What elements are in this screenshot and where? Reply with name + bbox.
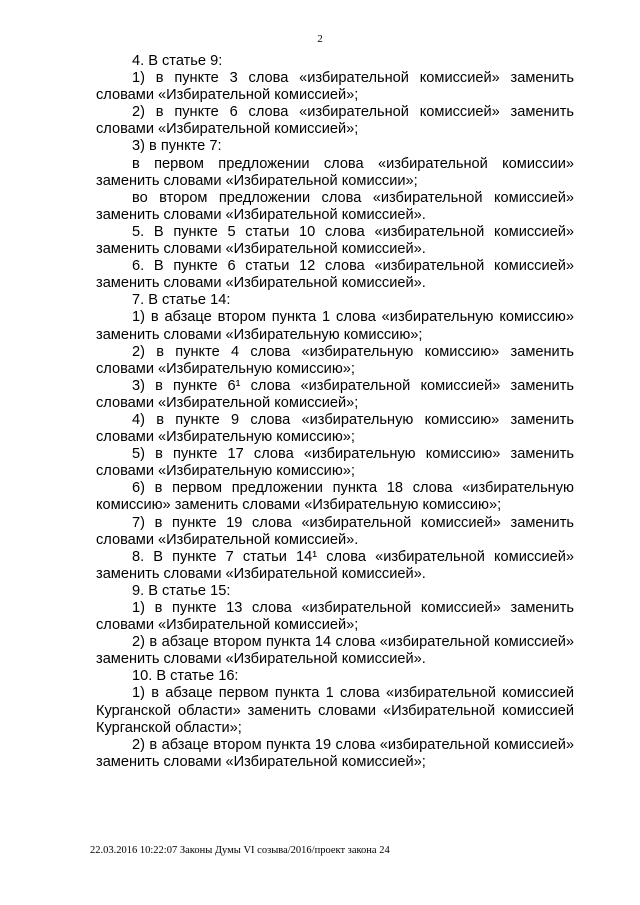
paragraph: 7) в пункте 19 слова «избирательной комиссией» заменить словами «Избирательной комиссией». [96, 514, 574, 548]
paragraph: 5) в пункте 17 слова «избирательную комиссию» заменить словами «Избирательную комиссию»; [96, 446, 574, 480]
paragraph: во втором предложении слова «избирательной комиссией» заменить словами «Избирательной комиссией». [96, 189, 574, 223]
paragraph: 6) в первом предложении пункта 18 слова «избирательную комиссию» заменить словами «Избирательную комиссию»; [96, 480, 574, 514]
document-body [96, 53, 574, 771]
paragraph: 2) в пункте 6 слова «избирательной комиссией» заменить словами «Избирательной комиссией»; [96, 104, 574, 138]
paragraph: 5. В пункте 5 статьи 10 слова «избирательной комиссией» заменить словами «Избирательной комиссией». [96, 223, 574, 258]
paragraph: 7. В статье 14: [132, 292, 231, 309]
paragraph: 3) в пункте 6¹ слова «избирательной комиссией» заменить словами «Избирательной комиссией»; [96, 377, 574, 411]
paragraph: 8. В пункте 7 статьи 14¹ слова «избирательной комиссией» заменить словами «Избирательной комиссией». [96, 548, 574, 582]
paragraph: 9. В статье 15: [132, 582, 231, 599]
paragraph: 1) в пункте 13 слова «избирательной комиссией» заменить словами «Избирательной комиссией»; [96, 600, 574, 634]
footer-path: 22.03.2016 10:22:07 Законы Думы VI созыва/2016/проект закона 24 [90, 845, 390, 856]
paragraph: 2) в абзаце втором пункта 14 слова «избирательной комиссией» заменить словами «Избирательной комиссией». [96, 634, 574, 668]
paragraph: 1) в абзаце первом пункта 1 слова «избирательной комиссией Курганской области» заменить словами «Избирательной комиссией Курганской области»; [96, 685, 574, 736]
paragraph: 10. В статье 16: [132, 668, 239, 685]
paragraph: 3) в пункте 7: [132, 138, 222, 155]
paragraph: 2) в пункте 4 слова «избирательную комиссию» заменить словами «Избирательную комиссию»; [96, 343, 574, 377]
paragraph: 2) в абзаце втором пункта 19 слова «избирательной комиссией» заменить словами «Избирательной комиссией»; [96, 736, 574, 770]
page-number: 2 [317, 33, 323, 45]
paragraph: 6. В пункте 6 статьи 12 слова «избирательной комиссией» заменить словами «Избирательной комиссией». [96, 258, 574, 292]
paragraph: в первом предложении слова «избирательной комиссии» заменить словами «Избирательной комиссии»; [96, 155, 574, 189]
paragraph: 1) в абзаце втором пункта 1 слова «избирательную комиссию» заменить словами «Избирательную комиссию»; [96, 309, 574, 343]
paragraph: 4) в пункте 9 слова «избирательную комиссию» заменить словами «Избирательную комиссию»; [96, 411, 574, 446]
paragraph: 4. В статье 9: [132, 53, 223, 69]
paragraph: 1) в пункте 3 слова «избирательной комиссией» заменить словами «Избирательной комиссией»; [96, 70, 574, 104]
